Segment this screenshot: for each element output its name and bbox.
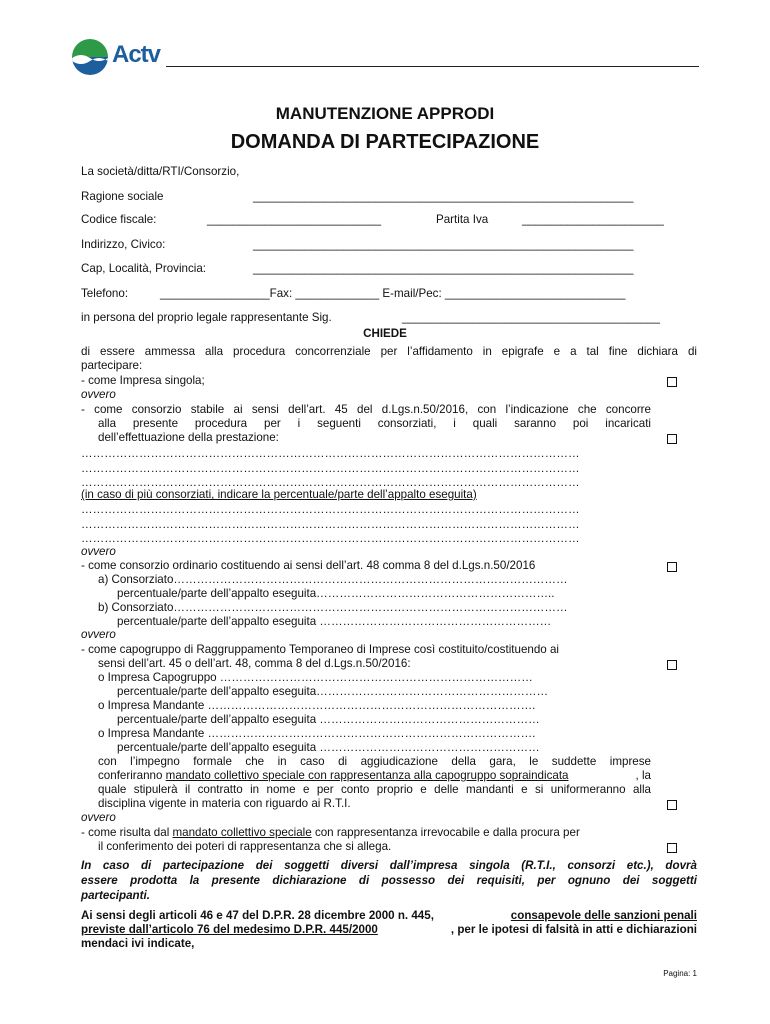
- partita-iva-field[interactable]: ______________________: [522, 213, 664, 226]
- dotted-line-2[interactable]: …………………………………………………………………………………………………………………: [81, 462, 580, 475]
- rti-impegno-line1: con l’impegno formale che in caso di aggiudicazione della gara, le suddette imprese: [98, 755, 651, 768]
- checkbox-impresa-singola[interactable]: [667, 377, 677, 387]
- impresa-mandante-1-percentuale[interactable]: percentuale/parte dell’appalto eseguita …………………………………………………: [117, 713, 540, 726]
- final-line2-underlined: previste dall’articolo 76 del medesimo D.P.R. 445/2000: [81, 923, 378, 936]
- cap-localita-field[interactable]: ___________________________________________________________: [253, 262, 634, 275]
- final-line1-underlined: consapevole delle sanzioni penali: [510, 909, 697, 922]
- ragione-sociale-label: Ragione sociale: [81, 190, 164, 203]
- dotted-line-5[interactable]: …………………………………………………………………………………………………………………: [81, 518, 580, 531]
- option-consorzio-stabile-line3: dell’effettuazione della prestazione:: [98, 431, 279, 444]
- final-line2: [81, 923, 697, 937]
- impresa-mandante-1[interactable]: o Impresa Mandante ………………………………………………………………………….: [98, 699, 536, 712]
- checkbox-consorzio-stabile[interactable]: [667, 434, 677, 444]
- dotted-line-1[interactable]: …………………………………………………………………………………………………………………: [81, 447, 580, 460]
- indirizzo-field[interactable]: ___________________________________________________________: [253, 238, 634, 251]
- option-rti-line1: - come capogruppo di Raggruppamento Temporaneo di Imprese così costituito/costituendo ai: [81, 643, 559, 656]
- rappresentante-field[interactable]: ________________________________________: [402, 311, 660, 324]
- consorziato-a-percentuale[interactable]: percentuale/parte dell’appalto eseguita……………………………………………………..: [117, 587, 555, 600]
- telefono-label: Telefono:: [81, 287, 129, 300]
- header-rule: [166, 66, 699, 67]
- contact-fields-line[interactable]: _________________Fax: _____________ E-mail/Pec: ____________________________: [160, 287, 626, 300]
- impresa-capogruppo-percentuale[interactable]: percentuale/parte dell’appalto eseguita……………………………………………………: [117, 685, 549, 698]
- ovvero-1: ovvero: [81, 388, 116, 401]
- ovvero-2: ovvero: [81, 545, 116, 558]
- option-consorzio-stabile-line1: - come consorzio stabile ai sensi dell’art. 45 del d.Lgs.n.50/2016, con l’indicazione che concorre: [81, 403, 651, 416]
- impresa-mandante-2[interactable]: o Impresa Mandante ………………………………………………………………………….: [98, 727, 536, 740]
- final-line1-pre: Ai sensi degli articoli 46 e 47 del D.P.R. 28 dicembre 2000 n. 445,: [81, 909, 438, 922]
- actv-logo-mark: [72, 39, 108, 75]
- rti-impegno-line3: quale stipulerà il contratto in nome e per conto proprio e delle mandanti e si uniformeranno alla: [98, 783, 651, 796]
- consorziato-b[interactable]: b) Consorziato…………………………………………………………………………………………: [98, 601, 568, 614]
- checkbox-mandato[interactable]: [667, 843, 677, 853]
- chiede-heading: CHIEDE: [363, 327, 407, 340]
- ovvero-4: ovvero: [81, 811, 116, 824]
- option-mandato-line1: [81, 826, 580, 840]
- body-p1-line1: di essere ammessa alla procedura concorrenziale per l’affidamento in epigrafe e a tal fine dichiara di: [81, 345, 697, 358]
- consorziati-note: (in caso di più consorziati, indicare la percentuale/parte dell’appalto eseguita): [81, 488, 477, 501]
- rti-impegno-post: , la: [635, 769, 651, 782]
- note-italic-line3: partecipanti.: [81, 889, 150, 902]
- ovvero-3: ovvero: [81, 628, 116, 641]
- document-subtitle: DOMANDA DI PARTECIPAZIONE: [230, 131, 540, 153]
- codice-fiscale-label: Codice fiscale:: [81, 213, 157, 226]
- dotted-line-3[interactable]: …………………………………………………………………………………………………………………: [81, 476, 580, 489]
- note-italic-line1: In caso di partecipazione dei soggetti diversi dall’impresa singola (R.T.I., consorzi etc.), dovrà: [81, 859, 697, 872]
- intro-text: La società/ditta/RTI/Consorzio,: [81, 165, 240, 178]
- dotted-line-6[interactable]: …………………………………………………………………………………………………………………: [81, 532, 580, 545]
- dotted-line-4[interactable]: …………………………………………………………………………………………………………………: [81, 503, 580, 516]
- rti-impegno-mid: [166, 769, 651, 783]
- option-impresa-singola: - come Impresa singola;: [81, 374, 205, 387]
- ragione-sociale-field[interactable]: ___________________________________________________________: [253, 190, 634, 203]
- partita-iva-label: Partita Iva: [436, 213, 489, 226]
- checkbox-consorzio-ordinario[interactable]: [667, 562, 677, 572]
- note-italic-line2: essere prodotta la presente dichiarazione di possesso dei requisiti, per ognuno dei soggetti: [81, 874, 697, 887]
- option-mandato-line2: il conferimento dei poteri di rappresentanza che si allega.: [98, 840, 392, 853]
- checkbox-rti[interactable]: [667, 660, 677, 670]
- actv-logo-text: Actv: [112, 41, 161, 68]
- final-line1: [81, 909, 697, 923]
- mandato-post: con rappresentanza irrevocabile e dalla procura per: [311, 826, 580, 839]
- mandato-collettivo-underlined: mandato collettivo speciale con rappresentanza alla capogruppo sopraindicata: [165, 769, 569, 782]
- body-p1-line2: partecipare:: [81, 359, 143, 372]
- option-rti-line2: sensi dell’art. 45 o dell’art. 48, comma 8 del d.Lgs.n.50/2016:: [98, 657, 411, 670]
- final-line3: mendaci ivi indicate,: [81, 937, 195, 950]
- codice-fiscale-field[interactable]: ___________________________: [207, 213, 382, 226]
- final-line2-post: , per le ipotesi di falsità in atti e dichiarazioni: [450, 923, 697, 936]
- cap-localita-label: Cap, Località, Provincia:: [81, 262, 207, 275]
- mandato-pre: - come risulta dal: [81, 826, 173, 839]
- indirizzo-label: Indirizzo, Civico:: [81, 238, 166, 251]
- rti-impegno-pre: conferiranno: [98, 769, 166, 782]
- option-consorzio-stabile-line2: alla presente procedura per i seguenti consorziati, i quali saranno poi incaricati: [98, 417, 651, 430]
- document-title: MANUTENZIONE APPRODI: [275, 104, 495, 123]
- checkbox-rti-impegno[interactable]: [667, 800, 677, 810]
- consorziato-a[interactable]: a) Consorziato…………………………………………………………………………………………: [98, 573, 568, 586]
- rappresentante-label: in persona del proprio legale rappresentante Sig.: [81, 311, 332, 324]
- consorziato-b-percentuale[interactable]: percentuale/parte dell’appalto eseguita ……………………………………………………: [117, 615, 552, 628]
- rti-impegno-line2: [98, 769, 651, 783]
- option-consorzio-ordinario: - come consorzio ordinario costituendo ai sensi dell’art. 48 comma 8 del d.Lgs.n.50/2016: [81, 559, 536, 572]
- rti-impegno-line4: disciplina vigente in materia con riguardo ai R.T.I.: [98, 797, 351, 810]
- mandato-underlined: mandato collettivo speciale: [172, 826, 312, 839]
- impresa-capogruppo[interactable]: o Impresa Capogruppo ………………………………………………………………………: [98, 671, 533, 684]
- impresa-mandante-2-percentuale[interactable]: percentuale/parte dell’appalto eseguita …………………………………………………: [117, 741, 540, 754]
- page-number: Pagina: 1: [663, 969, 697, 978]
